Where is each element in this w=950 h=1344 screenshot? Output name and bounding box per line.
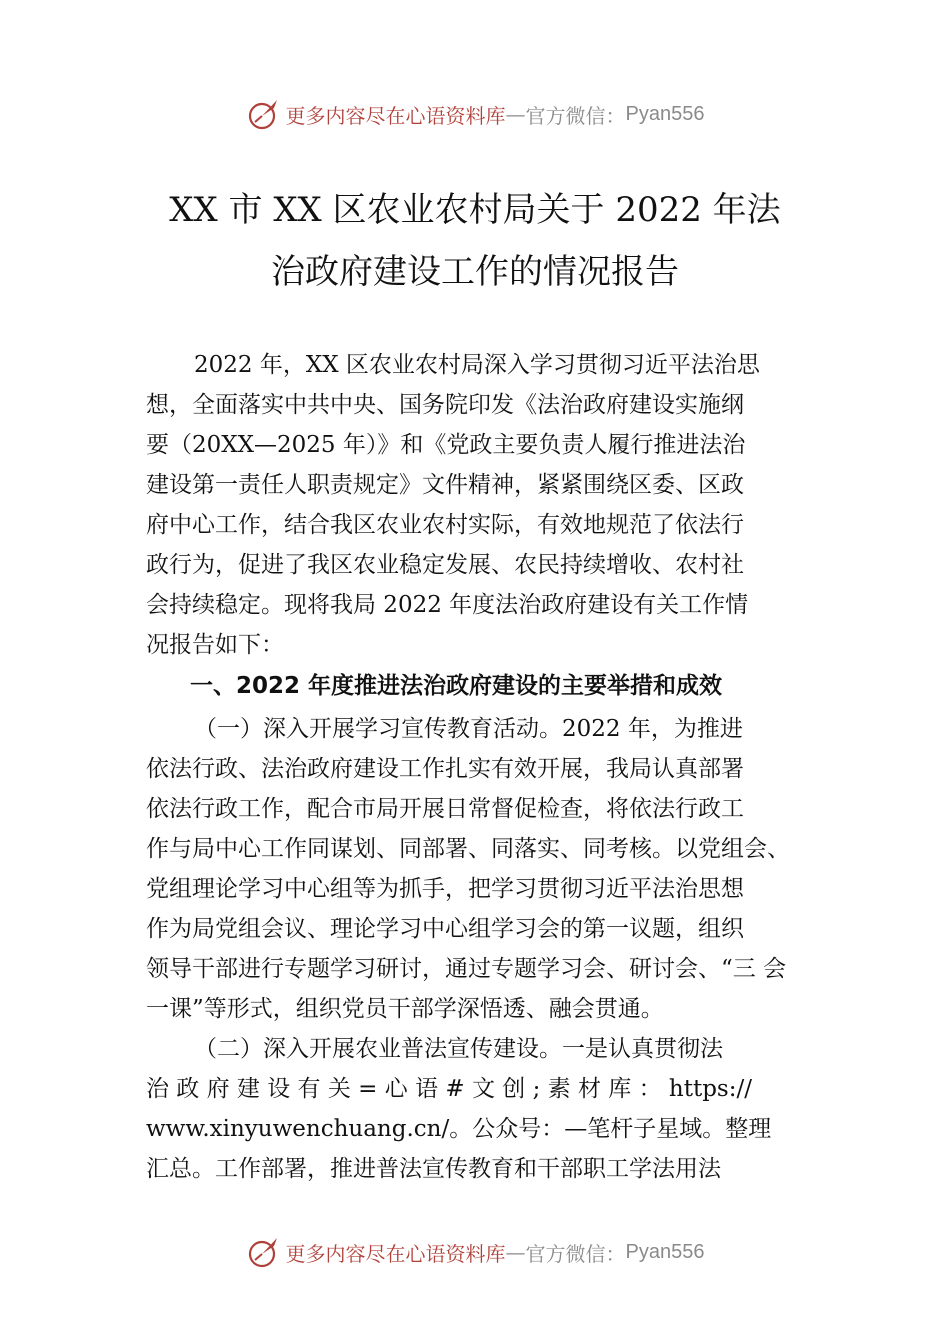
paragraph-line: 汇总。工作部署，推进普法宣传教育和干部职工学法用法 bbox=[146, 1156, 721, 1182]
paragraph-line: 政行为，促进了我区农业稳定发展、农民持续增收、农村社 bbox=[146, 552, 744, 578]
watermark-dash: — bbox=[505, 1240, 526, 1264]
watermark-site-text: 更多内容尽在心语资料库 bbox=[285, 1241, 506, 1266]
watermark-banner-bottom bbox=[0, 1232, 950, 1272]
quill-logo-icon bbox=[246, 1234, 282, 1270]
document-title-line-1: XX 市 XX 区农业农村局关于 2022 年法 bbox=[169, 190, 781, 230]
paragraph-line: 治 政 府 建 设 有 关 = 心 语 # 文 创 ; 素 材 库 ： https:// bbox=[146, 1076, 752, 1102]
paragraph-line: 党组理论学习中心组等为抓手，把学习贯彻习近平法治思想 bbox=[146, 876, 744, 902]
watermark-wechat-id: Pyan556 bbox=[625, 1240, 705, 1263]
paragraph-line: 想，全面落实中共中央、国务院印发《法治政府建设实施纲 bbox=[146, 392, 744, 418]
paragraph-line: 一课”等形式，组织党员干部学深悟透、融会贯通。 bbox=[146, 996, 664, 1022]
paragraph-line: 依法行政、法治政府建设工作扎实有效开展，我局认真部署 bbox=[146, 756, 744, 782]
paragraph-line: 领导干部进行专题学习研讨，通过专题学习会、研讨会、“三 会 bbox=[146, 956, 787, 982]
paragraph-line: 作与局中心工作同谋划、同部署、同落实、同考核。以党组会、 bbox=[146, 836, 790, 862]
watermark-banner-top bbox=[0, 94, 950, 134]
paragraph-line: 依法行政工作，配合市局开展日常督促检查，将依法行政工 bbox=[146, 796, 744, 822]
paragraph-line: 建设第一责任人职责规定》文件精神，紧紧围绕区委、区政 bbox=[146, 472, 744, 498]
watermark-wechat-label: 官方微信： bbox=[525, 1241, 626, 1266]
watermark-wechat-label: 官方微信： bbox=[525, 103, 626, 128]
watermark-wechat-id: Pyan556 bbox=[625, 102, 705, 125]
paragraph-line: 要（20XX—2025 年）》和《党政主要负责人履行推进法治 bbox=[146, 432, 746, 458]
paragraph-line: 作为局党组会议、理论学习中心组学习会的第一议题，组织 bbox=[146, 916, 744, 942]
quill-logo-icon bbox=[246, 96, 282, 132]
paragraph-line: 会持续稳定。现将我局 2022 年度法治政府建设有关工作情 bbox=[146, 592, 749, 618]
watermark-site-text: 更多内容尽在心语资料库 bbox=[285, 103, 506, 128]
watermark-dash: — bbox=[505, 102, 526, 126]
paragraph-line: 府中心工作，结合我区农业农村实际，有效地规范了依法行 bbox=[146, 512, 744, 538]
paragraph-line: （一）深入开展学习宣传教育活动。2022 年，为推进 bbox=[194, 716, 743, 742]
paragraph-line: www.xinyuwenchuang.cn/。公众号：—笔杆子星域。整理 bbox=[146, 1116, 772, 1142]
document-title-line-2: 治政府建设工作的情况报告 bbox=[271, 252, 679, 292]
paragraph-line: 2022 年，XX 区农业农村局深入学习贯彻习近平法治思 bbox=[194, 352, 760, 378]
paragraph-line: 况报告如下： bbox=[146, 632, 284, 658]
paragraph-line: （二）深入开展农业普法宣传建设。一是认真贯彻法 bbox=[194, 1036, 723, 1062]
section-heading: 一、2022 年度推进法治政府建设的主要举措和成效 bbox=[190, 673, 723, 699]
